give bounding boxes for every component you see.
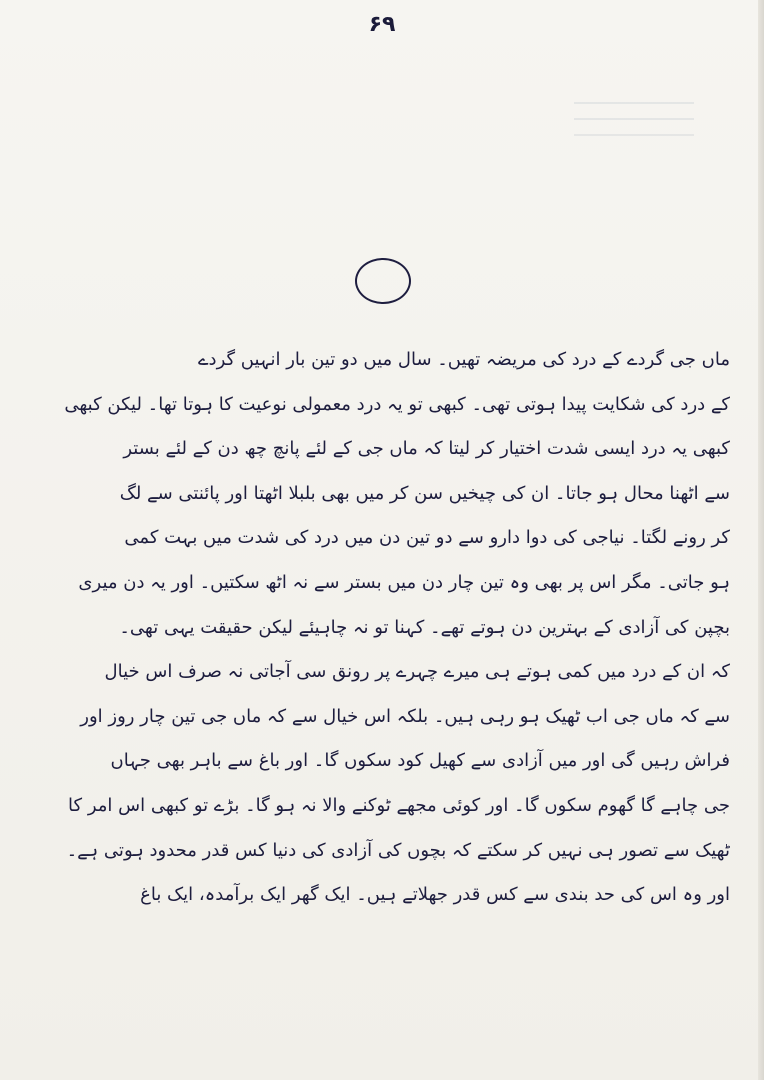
text-line: ہو جاتی۔ مگر اس پر بھی وہ تین چار دن میں بستر سے نہ اٹھ سکتیں۔ اور یہ دن میری: [78, 571, 730, 593]
bleed-through-marks: [574, 88, 694, 158]
text-line: سے کہ ماں جی اب ٹھیک ہو رہی ہیں۔ بلکہ اس خیال سے کہ ماں جی تین چار روز اور: [80, 705, 730, 727]
page-edge-shadow: [758, 0, 764, 1080]
text-line: ماں جی گردے کے درد کی مریضہ تھیں۔ سال میں دو تین بار انہیں گردے: [198, 349, 730, 370]
section-ornament-circle: [355, 258, 411, 304]
text-line: بچپن کی آزادی کے بہترین دن ہوتے تھے۔ کہنا تو نہ چاہیئے لیکن حقیقت یہی تھی۔: [119, 616, 730, 638]
text-line: کر رونے لگتا۔ نیاجی کی دوا دارو سے دو تین دن میں درد کی شدت میں بہت کمی: [124, 527, 730, 549]
text-line: کے درد کی شکایت پیدا ہوتی تھی۔ کبھی تو یہ درد معمولی نوعیت کا ہوتا تھا۔ لیکن کبھی: [64, 393, 730, 415]
body-text: [40, 338, 730, 918]
text-line: کبھی یہ درد ایسی شدت اختیار کر لیتا کہ ماں جی کے لئے پانچ چھ دن کے لئے بستر: [123, 438, 730, 460]
text-line: ٹھیک سے تصور ہی نہیں کر سکتے کہ بچوں کی آزادی کی دنیا کس قدر محدود ہوتی ہے۔: [66, 839, 730, 861]
text-line: جی چاہے گا گھوم سکوں گا۔ اور کوئی مجھے ٹوکنے والا نہ ہو گا۔ بڑے تو کبھی اس امر کا: [68, 794, 730, 816]
text-line: کہ ان کے درد میں کمی ہوتے ہی میرے چہرے پر رونق سی آجاتی نہ صرف اس خیال: [104, 661, 730, 683]
page-number: ۶۹: [368, 12, 396, 37]
text-line: سے اٹھنا محال ہو جاتا۔ ان کی چیخیں سن کر میں بھی بلبلا اٹھتا اور پائنتی سے لگ: [119, 482, 730, 504]
text-line: اور وہ اس کی حد بندی سے کس قدر جھلاتے ہیں۔ ایک گھر ایک برآمدہ، ایک باغ: [140, 884, 730, 906]
text-line: فراش رہیں گی اور میں آزادی سے کھیل کود سکوں گا۔ اور باغ سے باہر بھی جہاں: [110, 750, 730, 772]
